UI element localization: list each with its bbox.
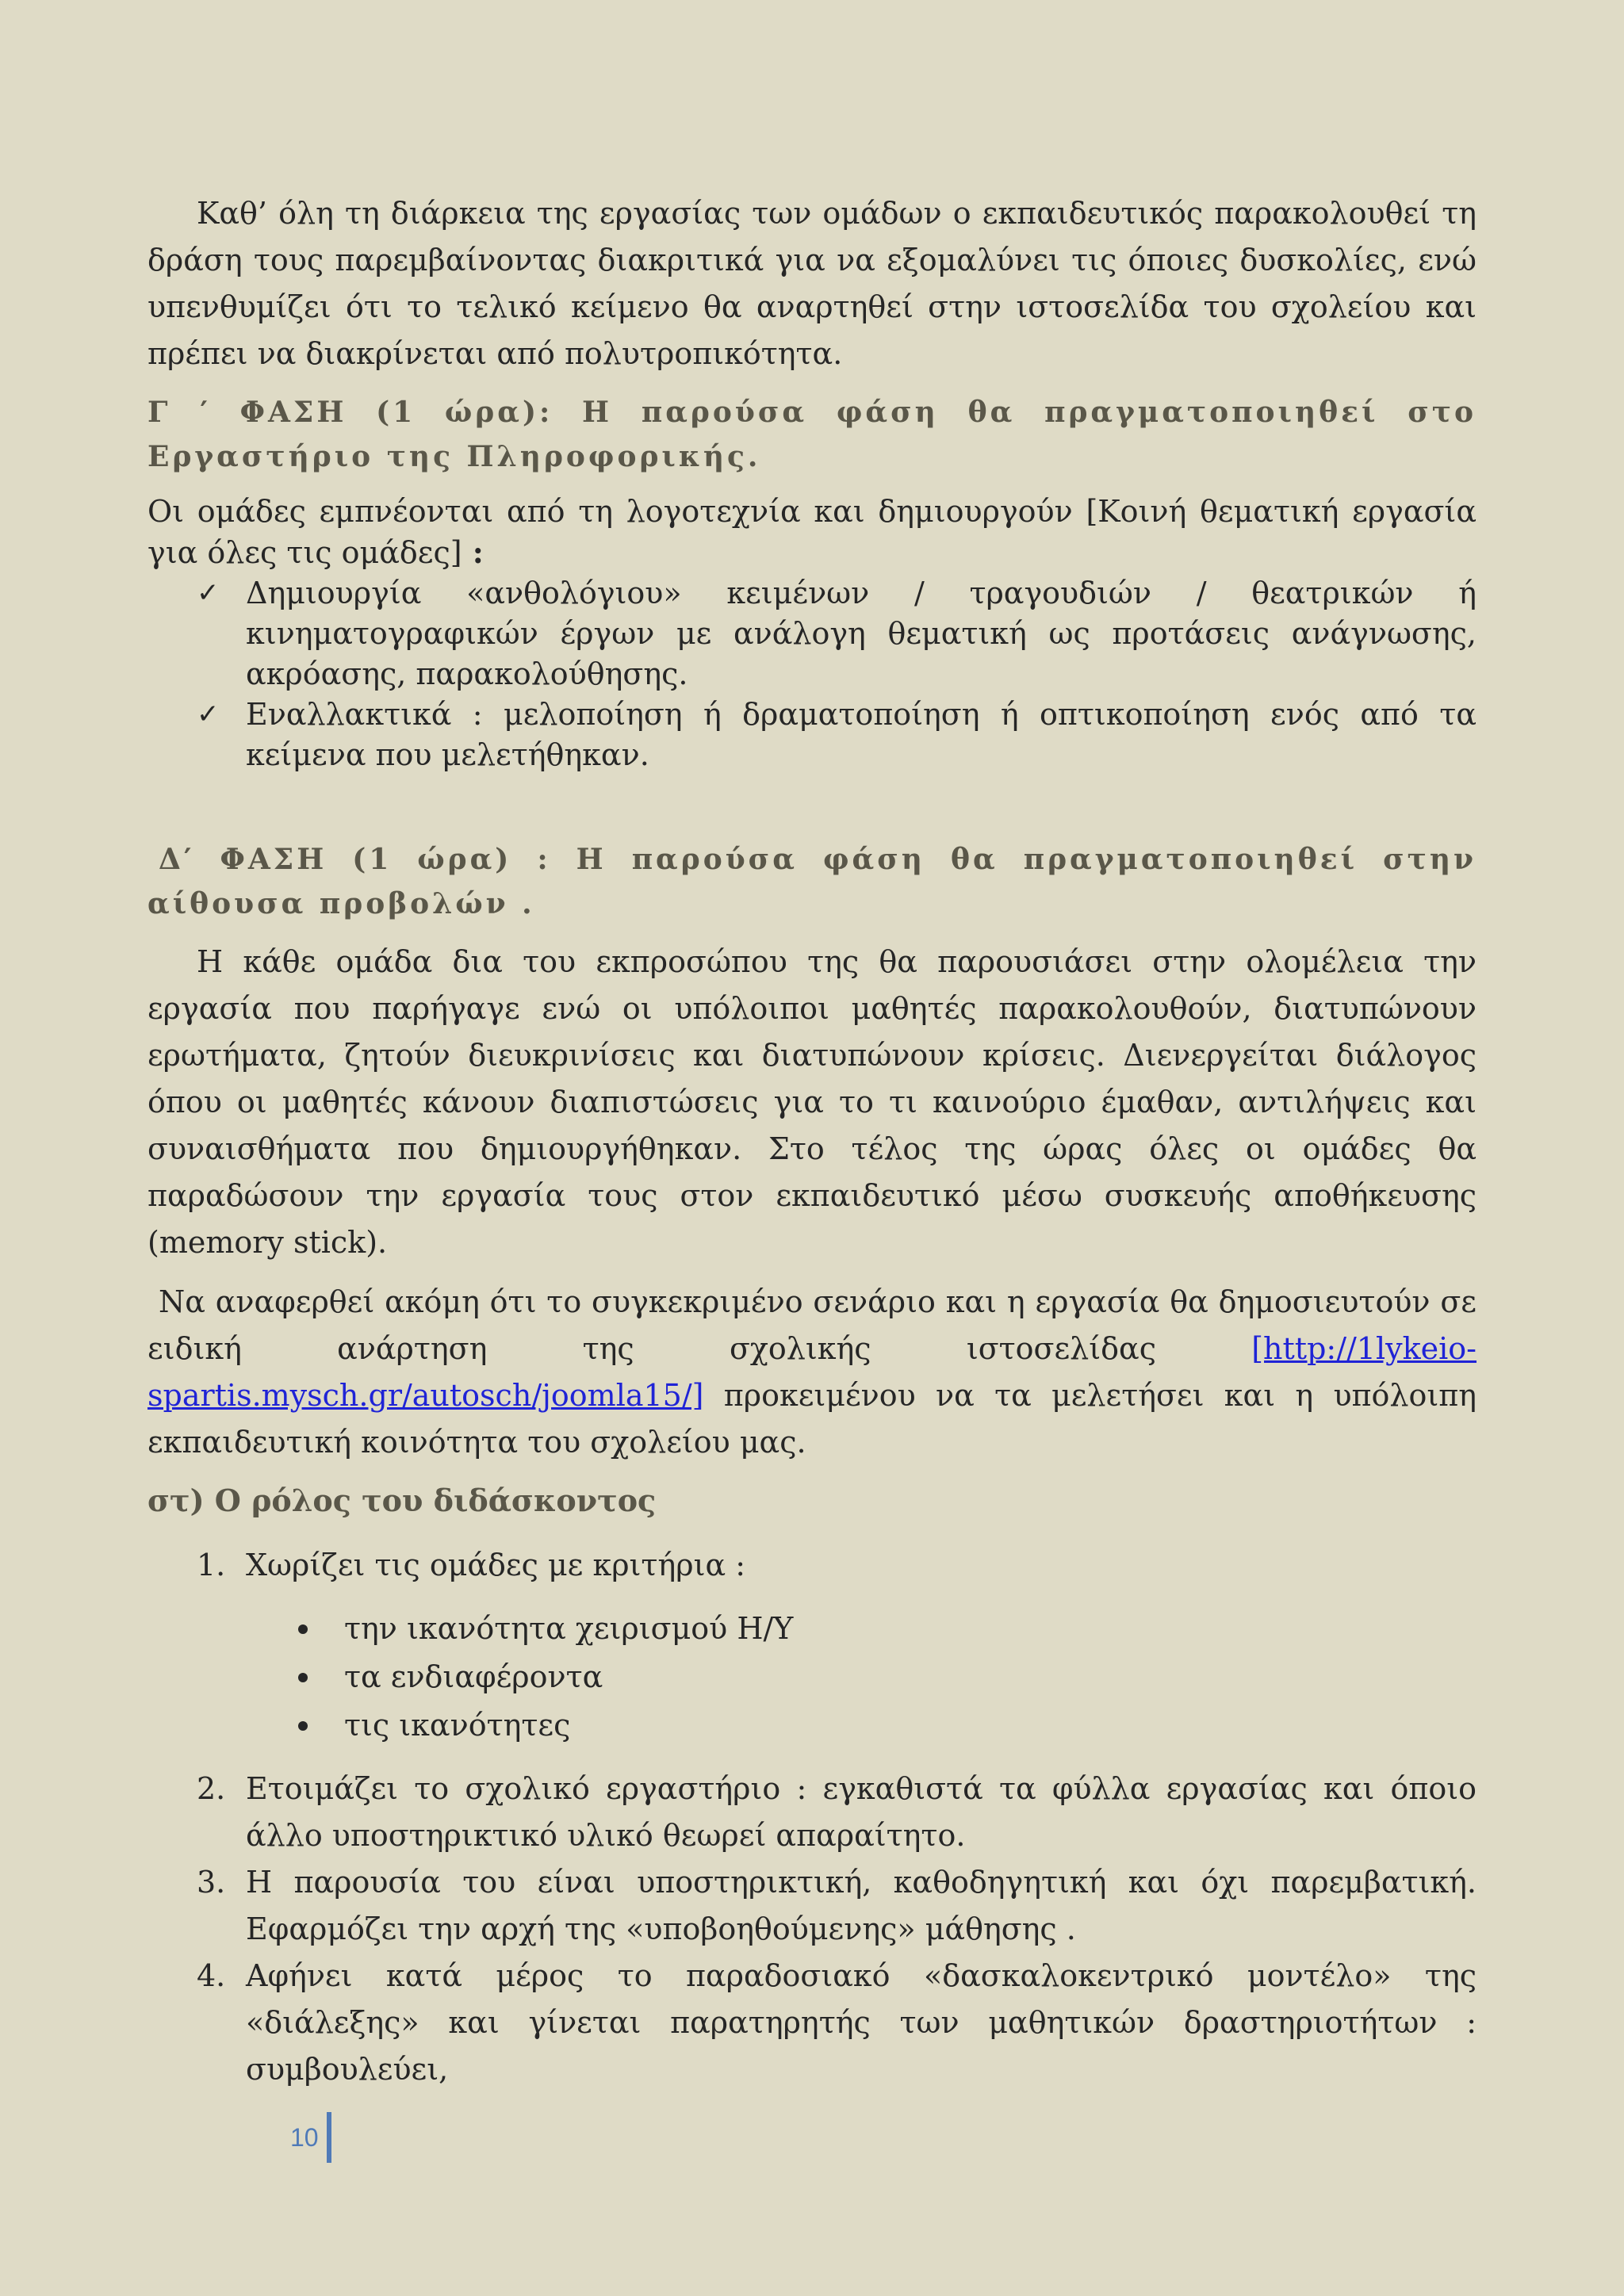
phase-c-heading: Γ ′ ΦΑΣΗ (1 ώρα): Η παρούσα φάση θα πραγματοποιηθεί στο Εργαστήριο της Πληροφορικής. [147,396,1477,473]
bullet-icon [298,1624,308,1634]
phase-c-lead-text: Οι ομάδες εμπνέονται από τη λογοτεχνία και δημιουργούν [Κοινή θεματική εργασία για όλες τις ομάδες] [147,494,1477,570]
list-item [147,1701,1477,1750]
page-footer [290,2112,331,2163]
publish-text-end: προκειμένου να τα μελετήσει και η υπόλοιπη εκπαιδευτική κοινότητα του σχολείου μας. [147,1378,1477,1460]
list-item-text: Χωρίζει τις ομάδες με κριτήρια : [246,1548,746,1582]
item-number: 1. [197,1548,226,1582]
list-item [147,695,1477,775]
list-item-text: Η παρουσία του είναι υποστηρικτική, καθοδηγητική και όχι παρεμβατική. Εφαρμόζει την αρχή της «υποβοηθούμενης» μάθησης . [246,1865,1477,1946]
list-item-text: Αφήνει κατά μέρος το παραδοσιακό «δασκαλοκεντρικό μοντέλο» της «διάλεξης» και γίνεται παρατηρητής των μαθητικών δραστηριοτήτων : συμβουλεύει, [246,1958,1477,2087]
page-number-bar [327,2112,331,2163]
item-number: 4. [197,1958,226,1993]
list-item [147,1542,1477,1589]
list-item-text: Εναλλακτικά : μελοποίηση ή δραματοποίηση ή οπτικοποίηση ενός από τα κείμενα που μελετήθηκαν. [246,697,1477,772]
list-item-text: τις ικανότητες [344,1708,571,1743]
phase-c-lead [147,492,1477,573]
bullet-icon [298,1673,308,1682]
item-number: 2. [197,1771,226,1806]
checkmark-icon: ✓ [197,698,220,730]
list-item [147,1653,1477,1701]
teacher-role-list [147,1542,1477,1589]
publish-paragraph [147,1279,1477,1466]
product-options-list [147,573,1477,775]
page-content [147,190,1477,2093]
phase-c-lead-colon: : [462,534,484,570]
publish-text: Να αναφερθεί ακόμη ότι το συγκεκριμένο σενάριο και η εργασία θα δημοσιευτούν σε ειδική ανάρτηση της σχολικής ιστοσελίδας [147,1284,1477,1366]
list-item [147,1859,1477,1953]
phase-d-heading: Δ′ ΦΑΣΗ (1 ώρα) : Η παρούσα φάση θα πραγματοποιηθεί στην αίθουσα προβολών . [147,843,1477,920]
teacher-role-heading: στ) Ο ρόλος του διδάσκοντος [147,1483,657,1518]
page-number: 10 [290,2122,319,2152]
teacher-role-list-continued [147,1766,1477,2093]
list-item-text: Ετοιμάζει το σχολικό εργαστήριο : εγκαθιστά τα φύλλα εργασίας και όποιο άλλο υποστηρικτικό υλικό θεωρεί απαραίτητο. [246,1771,1477,1853]
list-item [147,1605,1477,1653]
item-number: 3. [197,1865,226,1900]
intro-paragraph: Καθ’ όλη τη διάρκεια της εργασίας των ομάδων ο εκπαιδευτικός παρακολουθεί τη δράση τους παρεμβαίνοντας διακριτικά για να εξομαλύνει τις όποιες δυσκολίες, ενώ υπενθυμίζει ότι το τελικό κείμενο θα αναρτηθεί στην ιστοσελίδα του σχολείου και πρέπει να διακρίνεται από πολυτροπικότητα. [147,196,1477,371]
school-website-link[interactable]: [http://1lykeio-spartis.mysch.gr/autosch/joomla15/] [147,1331,1477,1413]
list-item-text: Δημιουργία «ανθολόγιου» κειμένων / τραγουδιών / θεατρικών ή κινηματογραφικών έργων με ανάλογη θεματική ως προτάσεις ανάγνωσης, ακρόασης, παρακολούθησης. [246,576,1477,691]
phase-d-paragraph: Η κάθε ομάδα δια του εκπροσώπου της θα παρουσιάσει στην ολομέλεια την εργασία που παρήγαγε ενώ οι υπόλοιποι μαθητές παρακολουθούν, διατυπώνουν ερωτήματα, ζητούν διευκρινίσεις και διατυπώνουν κρίσεις. Διενεργείται διάλογος όπου οι μαθητές κάνουν διαπιστώσεις για το τι καινούριο έμαθαν, αντιλήψεις και συναισθήματα που δημιουργήθηκαν. Στο τέλος της ώρας όλες οι ομάδες θα παραδώσουν την εργασία τους στον εκπαιδευτικό μέσω συσκευής αποθήκευσης (memory stick). [147,944,1477,1260]
bullet-icon [298,1721,308,1731]
list-item [147,1953,1477,2093]
list-item [147,573,1477,695]
list-item-text: την ικανότητα χειρισμού Η/Υ [344,1611,794,1646]
checkmark-icon: ✓ [197,577,220,609]
criteria-list [147,1605,1477,1750]
list-item-text: τα ενδιαφέροντα [344,1659,603,1694]
list-item [147,1766,1477,1859]
